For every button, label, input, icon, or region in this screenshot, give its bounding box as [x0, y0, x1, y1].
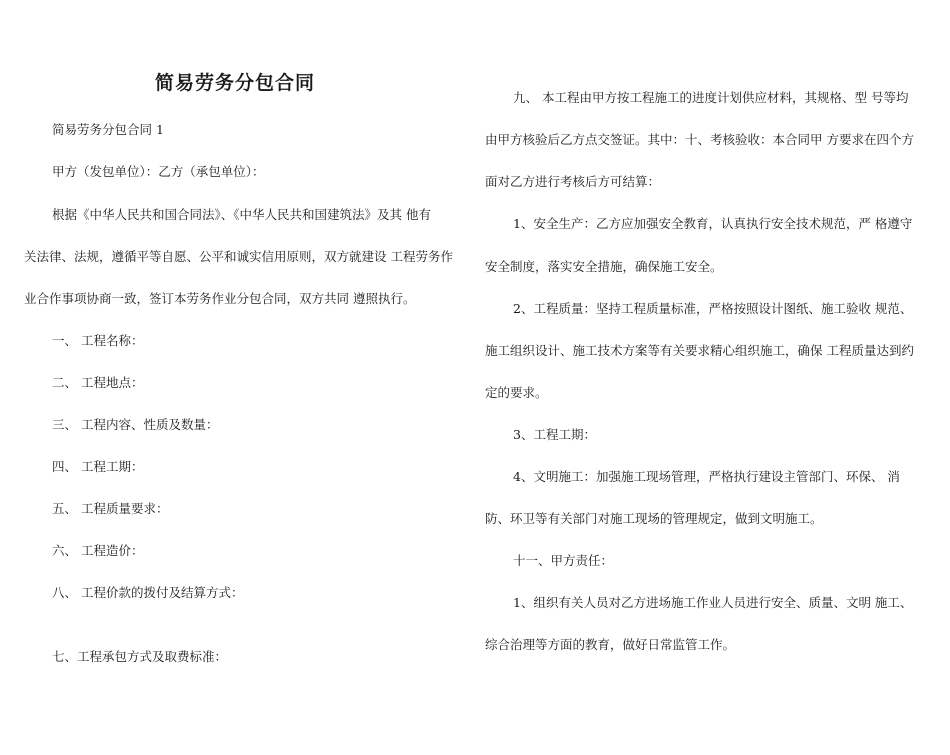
left-line-4: 关法律、法规，遵循平等自愿、公平和诚实信用原则，双方就建设 工程劳务作 — [24, 249, 453, 264]
right-line-14: 综合治理等方面的教育，做好日常监管工作。 — [485, 637, 736, 652]
left-line-11: 六、 工程造价： — [52, 543, 144, 558]
right-line-11: 防、环卫等有关部门对施工现场的管理规定，做到文明施工。 — [485, 511, 823, 526]
left-line-3: 根据《中华人民共和国合同法》、《中华人民共和国建筑法》及其 他有 — [52, 207, 431, 222]
left-line-5: 业合作事项协商一致，签订本劳务作业分包合同，双方共同 遵照执行。 — [24, 291, 416, 306]
right-line-10: 4、文明施工：加强施工现场管理，严格执行建设主管部门、环保、 消 — [513, 469, 900, 484]
right-line-7: 施工组织设计、施工技术方案等有关要求精心组织施工，确保 工程质量达到约 — [485, 343, 914, 358]
right-line-5: 安全制度，落实安全措施，确保施工安全。 — [485, 259, 723, 274]
right-line-8: 定的要求。 — [485, 385, 548, 400]
left-line-6: 一、 工程名称： — [52, 333, 144, 348]
right-line-9: 3、工程工期： — [513, 427, 596, 442]
right-line-3: 面对乙方进行考核后方可结算： — [485, 174, 661, 189]
right-line-4: 1、安全生产：乙方应加强安全教育，认真执行安全技术规范，严 格遵守 — [513, 216, 913, 231]
left-line-7: 二、 工程地点： — [52, 375, 144, 390]
left-line-13: 七、工程承包方式及取费标准： — [52, 649, 228, 664]
right-line-1: 九、 本工程由甲方按工程施工的进度计划供应材料，其规格、型 号等均 — [513, 90, 909, 105]
left-line-1: 简易劳务分包合同 1 — [52, 122, 164, 137]
left-line-12: 八、 工程价款的拨付及结算方式： — [52, 585, 244, 600]
document-title: 简易劳务分包合同 — [155, 72, 316, 94]
left-line-8: 三、 工程内容、性质及数量： — [52, 417, 219, 432]
right-line-6: 2、工程质量：坚持工程质量标准，严格按照设计图纸、施工验收 规范、 — [513, 301, 913, 316]
right-line-13: 1、组织有关人员对乙方进场施工作业人员进行安全、质量、文明 施工、 — [513, 595, 913, 610]
left-line-9: 四、 工程工期： — [52, 459, 144, 474]
right-line-12: 十一、甲方责任： — [513, 553, 614, 568]
right-line-2: 由甲方核验后乙方点交签证。其中：十、考核验收：本合同甲 方要求在四个方 — [485, 132, 914, 147]
left-line-10: 五、 工程质量要求： — [52, 501, 169, 516]
left-line-2: 甲方（发包单位）：乙方（承包单位）： — [52, 164, 265, 179]
